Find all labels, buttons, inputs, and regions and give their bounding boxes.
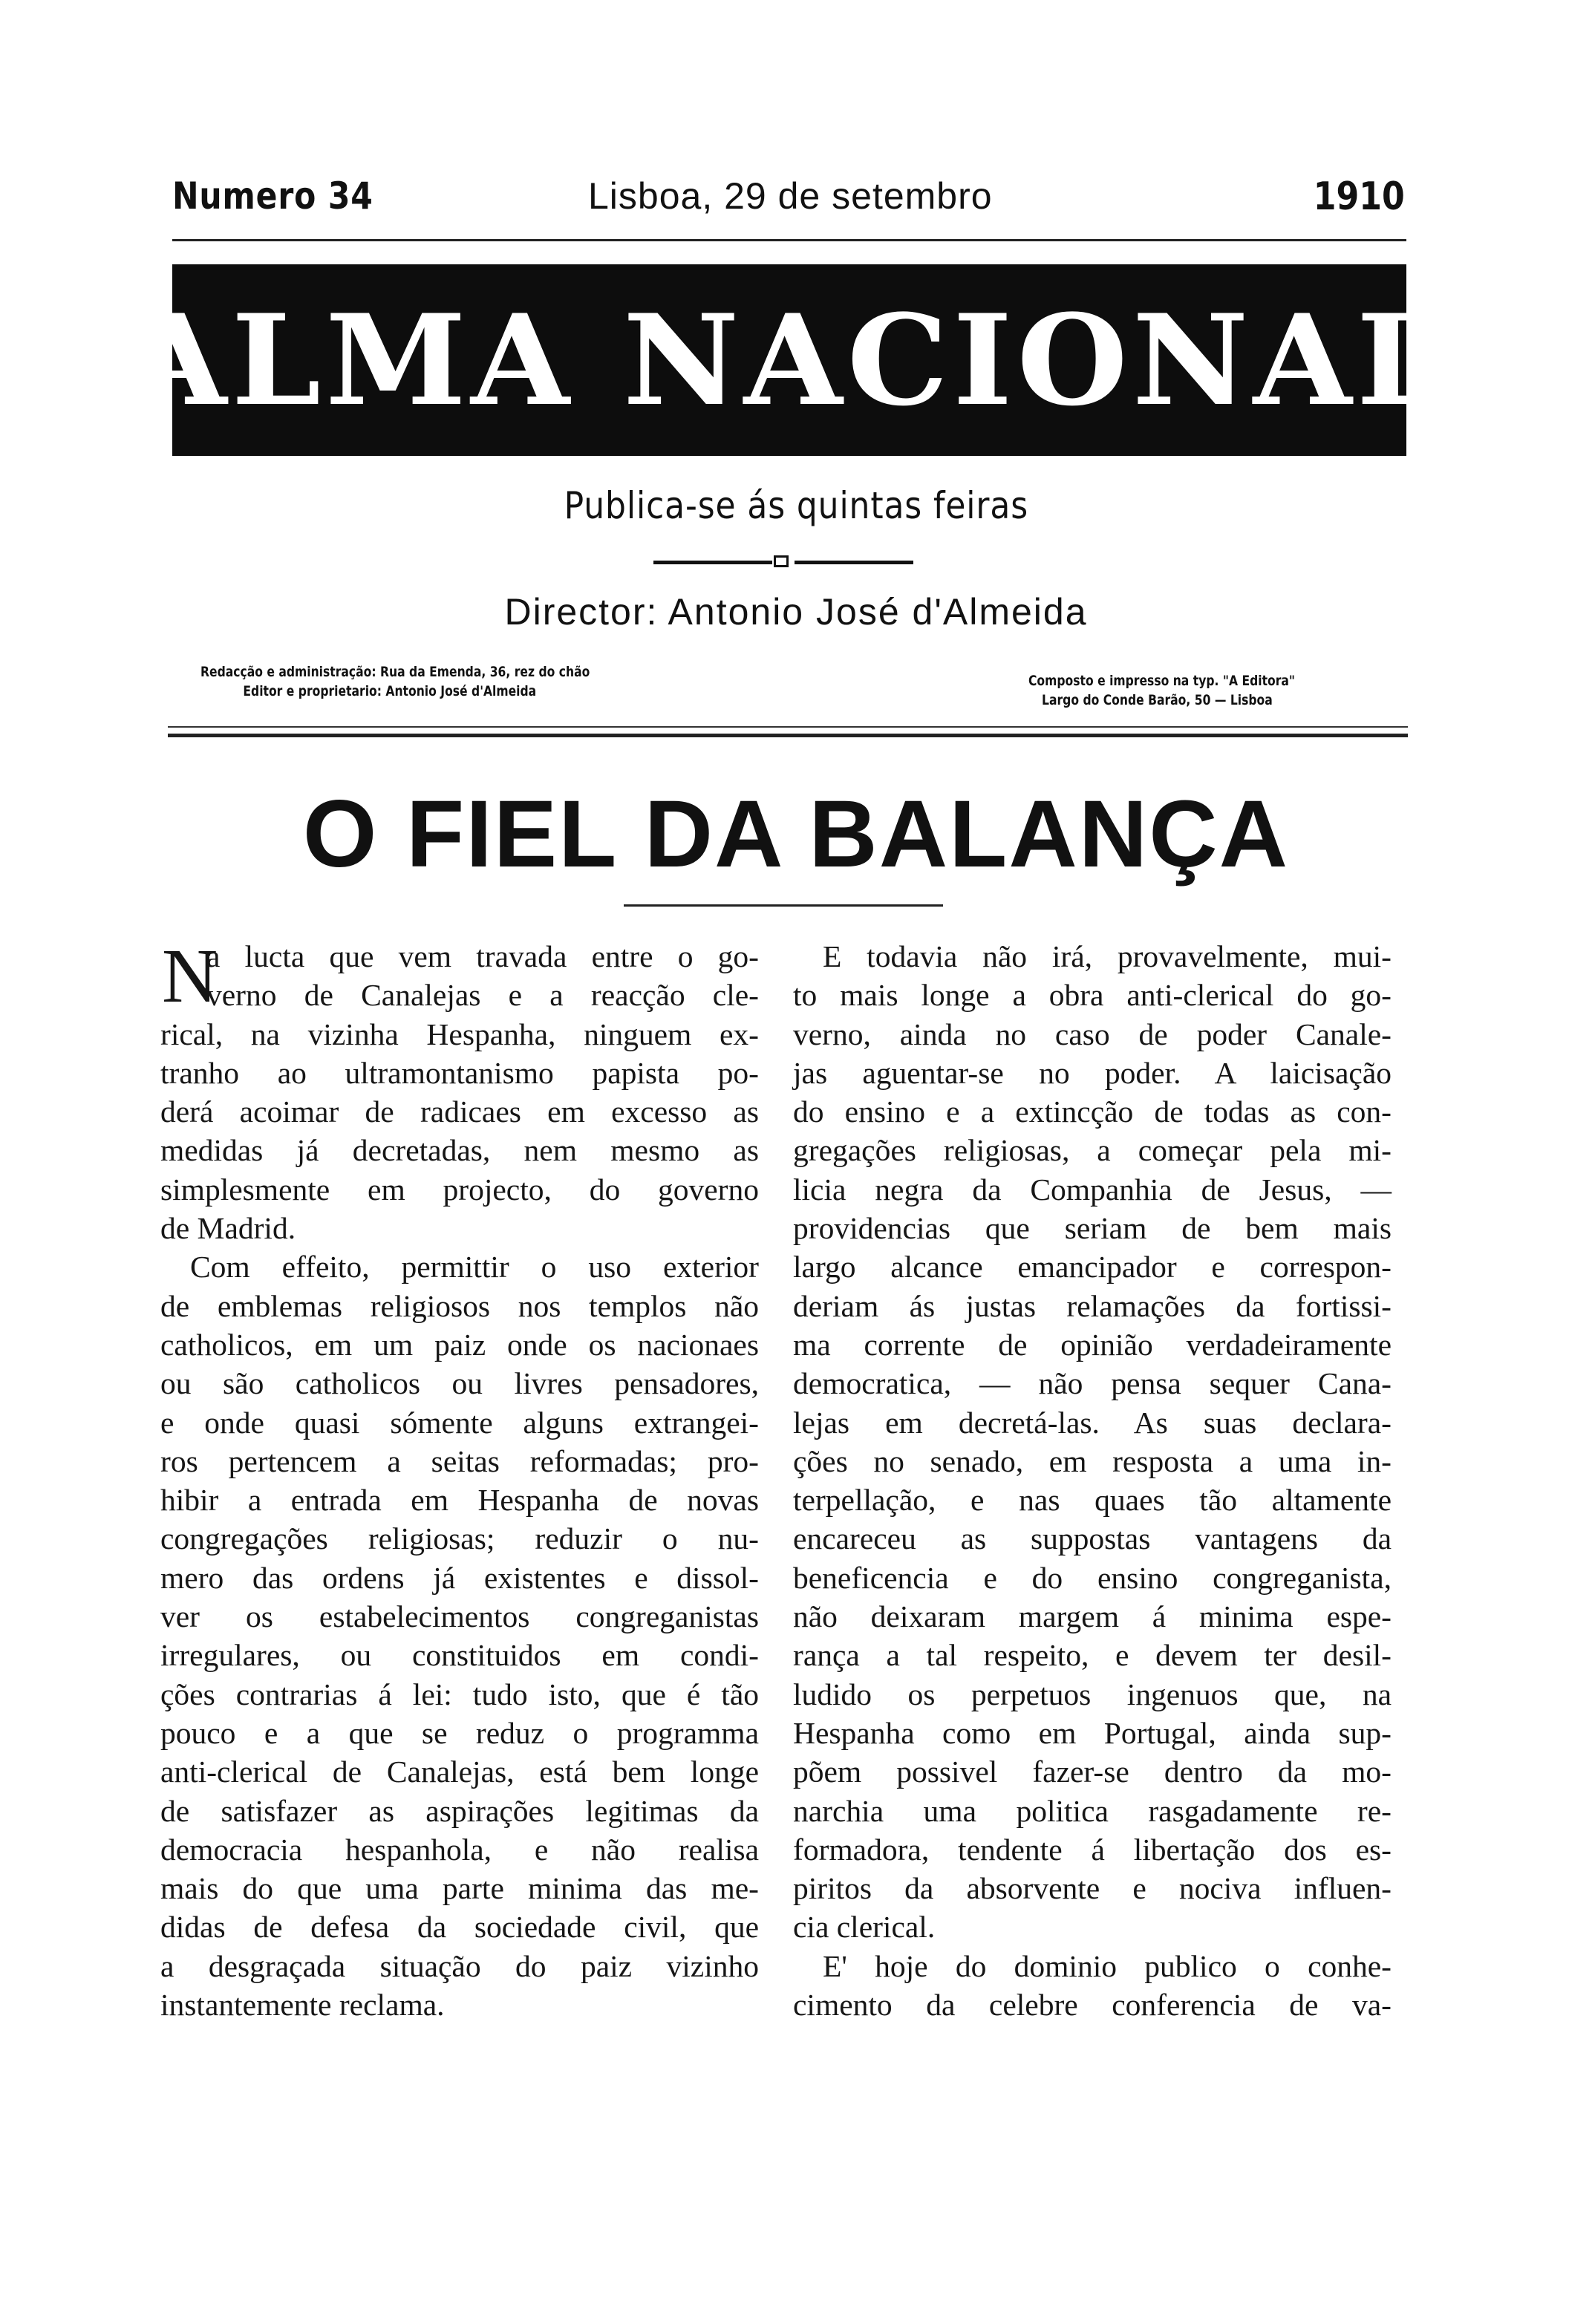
text-line: ou são catholicos ou livres pensadores, bbox=[160, 1366, 759, 1401]
text-line: licia negra da Companhia de Jesus, — bbox=[793, 1172, 1392, 1207]
ornament-line-right bbox=[795, 561, 913, 564]
text-line: rical, na vizinha Hespanha, ninguem ex- bbox=[160, 1016, 759, 1051]
masthead-title: ALMA NACIONAL bbox=[128, 287, 1451, 434]
text-line: to mais longe a obra anti-clerical do go- bbox=[793, 978, 1392, 1013]
text-line: derá acoimar de radicaes em excesso as bbox=[160, 1094, 759, 1129]
text-line: jas aguentar-se no poder. A laicisação bbox=[793, 1055, 1392, 1090]
ornament-box bbox=[774, 555, 789, 567]
imprint-right-line-1: Composto e impresso na typ. "A Editora" bbox=[1028, 673, 1296, 689]
text-line: narchia uma politica rasgadamente re- bbox=[793, 1793, 1392, 1828]
text-line: rança a tal respeito, e devem ter desil- bbox=[793, 1638, 1392, 1673]
text-line: verno, ainda no caso de poder Canale- bbox=[793, 1016, 1392, 1051]
text-line: a lucta que vem travada entre o go- bbox=[206, 939, 759, 973]
ornament-divider bbox=[653, 555, 913, 570]
text-line: do ensino e a extincção de todas as con- bbox=[793, 1094, 1392, 1129]
text-line: congregações religiosas; reduzir o nu- bbox=[160, 1521, 759, 1556]
text-line: de emblemas religiosos nos templos não bbox=[160, 1288, 759, 1323]
text-line: Hespanha como em Portugal, ainda sup- bbox=[793, 1715, 1392, 1750]
place-date: Lisboa, 29 de setembro bbox=[588, 175, 993, 217]
article-headline: O FIEL DA BALANÇA bbox=[302, 781, 1290, 887]
text-line: E todavia não irá, provavelmente, mui- bbox=[823, 939, 1392, 973]
imprint-left-line-2: Editor e proprietario: Antonio José d'Almeida bbox=[243, 683, 537, 699]
text-line: instantemente reclama. bbox=[160, 1988, 445, 2023]
text-line: piritos da absorvente e nociva influen- bbox=[793, 1871, 1392, 1906]
text-line: e onde quasi sómente alguns extrangei- bbox=[160, 1405, 759, 1440]
text-line: catholicos, em um paiz onde os nacionaes bbox=[160, 1327, 759, 1362]
issue-number: Numero 34 bbox=[172, 174, 373, 218]
issue-header bbox=[172, 174, 1405, 226]
text-line: providencias que seriam de bem mais bbox=[793, 1211, 1392, 1246]
ornament-line-left bbox=[653, 561, 772, 564]
text-line: encareceu as suppostas vantagens da bbox=[793, 1521, 1392, 1556]
text-line: E' hoje do dominio publico o conhe- bbox=[823, 1948, 1392, 1983]
text-line: mero das ordens já existentes e dissol- bbox=[160, 1560, 759, 1595]
text-line: mais do que uma parte minima das me- bbox=[160, 1871, 759, 1906]
text-line: largo alcance emancipador e correspon- bbox=[793, 1250, 1392, 1285]
imprint-left bbox=[200, 662, 675, 701]
text-line: cia clerical. bbox=[793, 1910, 936, 1945]
article-column-right bbox=[793, 937, 1392, 2024]
text-line: verno de Canalejas e a reacção cle- bbox=[206, 978, 759, 1013]
text-line: deriam ás justas relamações da fortissi- bbox=[793, 1288, 1392, 1323]
masthead-rule-thick bbox=[168, 734, 1408, 737]
text-line: ma corrente de opinião verdadeiramente bbox=[793, 1327, 1392, 1362]
imprint-right-line-2: Largo do Conde Barão, 50 — Lisboa bbox=[1042, 692, 1273, 708]
publication-schedule bbox=[0, 484, 1592, 527]
text-line: anti-clerical de Canalejas, está bem longe bbox=[160, 1755, 759, 1789]
text-line: pouco e a que se reduz o programma bbox=[160, 1715, 759, 1750]
text-line: ções contrarias á lei: tudo isto, que é tão bbox=[160, 1677, 759, 1711]
text-line: democracia hespanhola, e não realisa bbox=[160, 1832, 759, 1867]
text-line: lejas em decretá-las. As suas declara- bbox=[793, 1405, 1392, 1440]
text-line: põem possivel fazer-se dentro da mo- bbox=[793, 1755, 1392, 1789]
masthead-rule-thin bbox=[168, 726, 1408, 728]
text-line: não deixaram margem á minima espe- bbox=[793, 1599, 1392, 1634]
text-line: didas de defesa da sociedade civil, que bbox=[160, 1910, 759, 1945]
text-line: de satisfazer as aspirações legitimas da bbox=[160, 1793, 759, 1828]
text-line: hibir a entrada em Hespanha de novas bbox=[160, 1483, 759, 1518]
header-rule bbox=[172, 239, 1406, 241]
headline-rule bbox=[624, 904, 943, 907]
article-column-left bbox=[160, 933, 759, 2024]
text-line: gregações religiosas, a começar pela mi- bbox=[793, 1133, 1392, 1168]
publication-schedule-text: Publica-se ás quintas feiras bbox=[564, 484, 1028, 527]
text-line: cimento da celebre conferencia de va- bbox=[793, 1988, 1392, 2023]
text-line: terpellação, e nas quaes tão altamente bbox=[793, 1483, 1392, 1518]
text-line: a desgraçada situação do paiz vizinho bbox=[160, 1948, 759, 1983]
issue-year: 1910 bbox=[1313, 174, 1405, 219]
text-line: ções no senado, em resposta a uma in- bbox=[793, 1443, 1392, 1478]
text-line: simplesmente em projecto, do governo bbox=[160, 1172, 759, 1207]
text-line: Com effeito, permittir o uso exterior bbox=[190, 1250, 759, 1285]
text-line: irregulares, ou constituidos em condi- bbox=[160, 1638, 759, 1673]
drop-cap: N bbox=[162, 933, 218, 1019]
text-line: formadora, tendente á libertação dos es- bbox=[793, 1832, 1392, 1867]
masthead-banner bbox=[128, 264, 1451, 456]
text-line: de Madrid. bbox=[160, 1211, 296, 1246]
text-line: medidas já decretadas, nem mesmo as bbox=[160, 1133, 759, 1168]
text-line: tranho ao ultramontanismo papista po- bbox=[160, 1055, 759, 1090]
text-line: beneficencia e do ensino congreganista, bbox=[793, 1560, 1392, 1595]
text-line: democratica, — não pensa sequer Cana- bbox=[793, 1366, 1392, 1401]
imprint-right bbox=[1028, 671, 1354, 710]
text-line: ros pertencem a seitas reformadas; pro- bbox=[160, 1443, 759, 1478]
director-line: Director: Antonio José d'Almeida bbox=[504, 591, 1088, 633]
text-line: ver os estabelecimentos congreganistas bbox=[160, 1599, 759, 1634]
imprint-left-line-1: Redacção e administração: Rua da Emenda, 36, rez do chão bbox=[200, 664, 590, 680]
text-line: ludido os perpetuos ingenuos que, na bbox=[793, 1677, 1392, 1711]
